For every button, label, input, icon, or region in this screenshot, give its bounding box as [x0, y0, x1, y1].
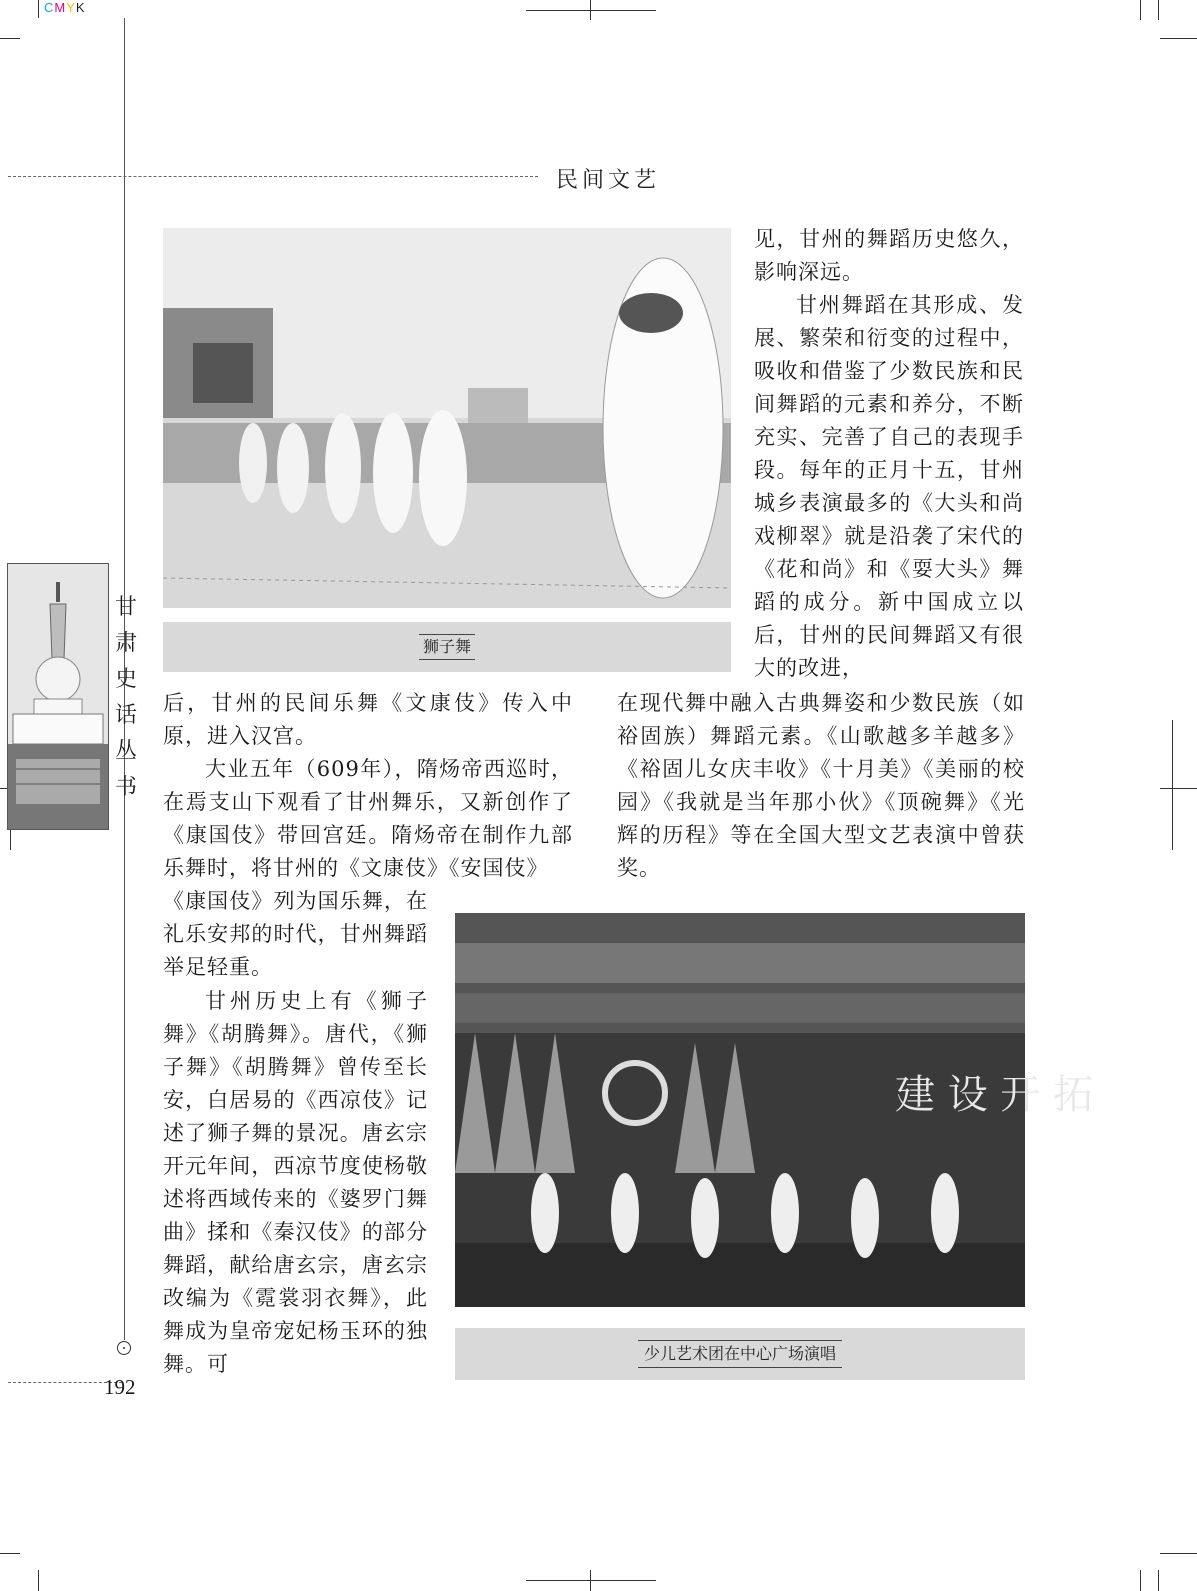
cmyk-m: M	[54, 0, 67, 15]
stage-banner-text: 建 设 开 拓	[895, 1072, 1094, 1118]
stage-performance-photo	[455, 913, 1094, 1307]
side-title-char: 丛	[114, 739, 137, 764]
lion-dance-photo	[163, 228, 731, 608]
page-number-ornament	[117, 1341, 131, 1355]
photo-caption	[163, 622, 731, 672]
cmyk-y: Y	[66, 0, 76, 15]
crop-mark	[1160, 38, 1197, 39]
pagoda-icon	[8, 564, 108, 829]
crop-mark	[1140, 1570, 1141, 1591]
photo-caption	[455, 1328, 1025, 1380]
white-pagoda-photo	[7, 563, 109, 830]
photo-caption-text: 狮子舞	[419, 634, 475, 660]
body-paragraph: 在现代舞中融入古典舞姿和少数民族（如裕固族）舞蹈元素。《山歌越多羊越多》《裕固儿女庆丰收》《十月美》《美丽的校园》《我就是当年那小伙》《顶碗舞》《光辉的历程》等在全国大型文艺表演中曾获奖。	[617, 691, 1025, 880]
registration-mark	[1172, 720, 1173, 850]
body-paragraph: 甘州舞蹈在其形成、发展、繁荣和衍变的过程中，吸收和借鉴了少数民族和民间舞蹈的元素和养分，不断充实、完善了自己的表现手段。每年的正月十五，甘州城乡表演最多的《大头和尚戏柳翠》就是沿袭了宋代的《花和尚》和《耍大头》舞蹈的成分。新中国成立以后，甘州的民间舞蹈又有很大的改进，	[754, 293, 1024, 680]
running-head: 民间文艺	[556, 168, 661, 193]
cmyk-c: C	[44, 0, 55, 15]
body-paragraph: 大业五年（609年），隋炀帝西巡时，在焉支山下观看了甘州舞乐，又新创作了《康国伎》带回宫廷。隋炀帝在制作九部乐舞时，将甘州的《文康伎》《安国伎》	[163, 757, 573, 880]
page-number: 192	[104, 1375, 136, 1399]
side-title-char: 话	[114, 703, 137, 728]
body-paragraph: 《康国伎》列为国乐舞，在礼乐安邦的时代，甘州舞蹈举足轻重。	[163, 889, 428, 979]
photo-caption-text: 少儿艺术团在中心广场演唱	[638, 1340, 842, 1368]
side-title-char: 史	[114, 667, 137, 692]
registration-mark	[526, 10, 656, 11]
crop-mark	[0, 38, 20, 39]
cmyk-k: K	[75, 0, 86, 15]
crop-mark	[1160, 1553, 1197, 1554]
crop-mark	[38, 1570, 39, 1591]
header-dash-line	[8, 176, 538, 177]
registration-mark	[590, 1570, 591, 1591]
crop-mark	[1158, 1570, 1159, 1591]
stage-performance-icon	[455, 913, 1094, 1307]
body-paragraph: 见，甘州的舞蹈历史悠久，影响深远。	[754, 227, 1024, 284]
side-title-char: 书	[114, 775, 137, 800]
body-paragraph: 甘州历史上有《狮子舞》《胡腾舞》。唐代，《狮子舞》《胡腾舞》曾传至长安，白居易的《西凉伎》记述了狮子舞的景况。唐玄宗开元年间，西凉节度使杨敬述将西域传来的《婆罗门舞曲》揉和《秦汉伎》的部分舞蹈，献给唐玄宗，唐玄宗改编为《霓裳羽衣舞》，此舞成为皇帝宠妃杨玉环的独舞。可	[163, 989, 428, 1376]
registration-mark	[1160, 788, 1197, 789]
side-title-char: 甘	[114, 595, 137, 620]
registration-mark	[590, 0, 591, 20]
registration-mark	[526, 1580, 656, 1581]
body-paragraph: 后，甘州的民间乐舞《文康伎》传入中原，进入汉宫。	[163, 691, 573, 748]
crop-mark	[1158, 0, 1159, 20]
cmyk-color-bar	[44, 0, 86, 15]
crop-mark	[1140, 0, 1141, 20]
book-series-title	[113, 590, 139, 806]
side-title-char: 肃	[114, 631, 137, 656]
crop-mark	[0, 1553, 20, 1554]
lion-dance-icon	[163, 228, 731, 608]
crop-mark	[38, 0, 39, 18]
